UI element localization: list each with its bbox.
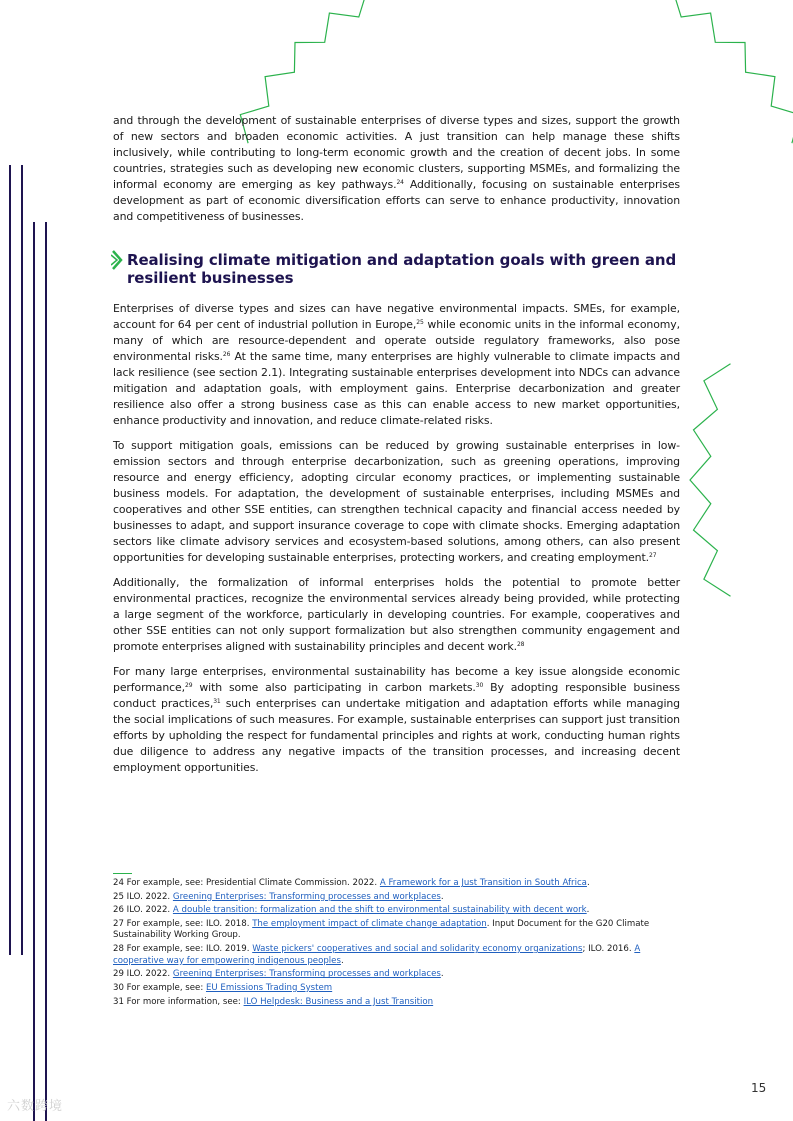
zigzag-arc-right (690, 364, 731, 597)
footnote-25-link[interactable]: Greening Enterprises: Transforming processes and workplaces (172, 891, 441, 902)
chevron-right-icon (111, 250, 123, 270)
paragraph-large-enterprises: For many large enterprises, environmental sustainability has become a key issue alongside economic performance,$^{29}$ with some also participating in carbon markets.$^{30}$ By adopting responsible business conduct practices,$^{31}$ such enterprises can undertake mitigation and adaptation efforts while managing the social implications of such measures. For example, sustainable enterprises can support just transition efforts by upholding the respect for fundamental principles and rights at work, conducting human rights due diligence to address any negative impacts of the transition processes, and increasing decent employment opportunities. (113, 665, 680, 774)
footnote-30-link[interactable]: EU Emissions Trading System (205, 982, 333, 993)
watermark: 六数跨境 (7, 1099, 64, 1114)
footnote-25: 25 ILO. 2022. Greening Enterprises: Transforming processes and workplaces. (113, 891, 444, 902)
footnote-24-link[interactable]: A Framework for a Just Transition in South Africa (379, 878, 587, 888)
footnote-29: 29 ILO. 2022. Greening Enterprises: Transforming processes and workplaces. (113, 969, 444, 980)
main-content (113, 113, 680, 785)
footnote-30: 30 For example, see: EU Emissions Trading System (113, 982, 333, 993)
footnote-27-link[interactable]: The employment impact of climate change adaptation (252, 918, 487, 929)
footnote-29-link[interactable]: Greening Enterprises: Transforming processes and workplaces (172, 969, 441, 980)
footnote-28-link-2[interactable]: A cooperative way for empowering indigenous peoples (113, 944, 641, 966)
footnotes (113, 873, 680, 1010)
footnote-28-link-1[interactable]: Waste pickers' cooperatives and social and solidarity economy organizations (252, 944, 583, 955)
page-number: 15 (751, 1081, 767, 1095)
paragraph-mitigation-goals: To support mitigation goals, emissions can be reduced by growing sustainable enterprises in low-emission sectors and through enterprise decarbonization, such as greening operations, improving resource and energy efficiency, adopting circular economy practices, or implementing sustainable business models. For adaptation, the development of sustainable enterprises, including MSMEs and cooperatives and other SSE entities, can strengthen technical capacity and financial access needed by businesses to adapt, and support insurance coverage to cope with climate shocks. Emerging adaptation sectors like climate advisory services and ecosystem-based solutions, among others, can also present opportunities for developing sustainable enterprises, protecting workers, and creating employment.$^{27}$ (113, 439, 680, 564)
footnote-rule (113, 873, 132, 874)
left-rule-3 (33, 222, 35, 1121)
left-rule-4 (45, 222, 47, 1121)
paragraph-environmental-impacts: Enterprises of diverse types and sizes can have negative environmental impacts. SMEs, for example, account for 64 per cent of industrial pollution in Europe,$^{25}$ while economic units in the informal economy, many of which are resource-dependent and operate outside regulatory frameworks, also pose environmental risks.$^{26}$ At the same time, many enterprises are highly vulnerable to climate impacts and lack resilience (see section 2.1). Integrating sustainable enterprises development into NDCs can advance mitigation and adaptation goals, with employment gains. Enterprise decarbonization and greater resilience also offer a strong business case as this can enable access to new market opportunities, enhance productivity and innovation, and reduce climate-related risks. (113, 302, 681, 427)
left-rule-1 (9, 165, 11, 955)
intro-paragraph: and through the development of sustainable enterprises of diverse types and sizes, support the growth of new sectors and broaden economic activities. A just transition can help manage these shifts inclusively, while contributing to long-term economic growth and the creation of decent jobs. In some countries, strategies such as developing new economic clusters, supporting MSMEs, and formalizing the informal economy are emerging as key pathways.$^{24}$ Additionally, focusing on sustainable enterprises development as part of economic diversification efforts can serve to enhance productivity, innovation and competitiveness of businesses. (113, 114, 680, 223)
footnote-26-link[interactable]: A double transition: formalization and the shift to environmental sustainability with decent work (172, 905, 587, 916)
footnote-24: 24 For example, see: Presidential Climate Commission. 2022. A Framework for a Just Transition in South Africa. (113, 878, 590, 888)
footnote-28: 28 For example, see: ILO. 2019. Waste pickers' cooperatives and social and solidarity economy organizations; ILO. 2016. A cooperative way for empowering indigenous peoples. (113, 944, 641, 966)
footnote-26: 26 ILO. 2022. A double transition: formalization and the shift to environmental sustainability with decent work. (113, 905, 590, 916)
footnote-31: 31 For more information, see: ILO Helpdesk: Business and a Just Transition (113, 996, 434, 1007)
paragraph-formalization: Additionally, the formalization of informal enterprises holds the potential to promote better environmental practices, recognize the environmental services already being provided, while protecting a large segment of the workforce, particularly in developing countries. For example, cooperatives and other SSE entities can not only support formalization but also strengthen community engagement and promote enterprises aligned with sustainability principles and decent work.$^{28}$ (113, 576, 680, 653)
footnote-31-link[interactable]: ILO Helpdesk: Business and a Just Transition (243, 996, 434, 1007)
footnote-27: 27 For example, see: ILO. 2018. The employment impact of climate change adaptation. Input Document for the G20 Climate Sustainability Working Group. (113, 918, 650, 941)
section-heading-text: Realising climate mitigation and adaptation goals with green and resilient businesses (127, 251, 677, 287)
left-rule-2 (21, 165, 23, 955)
section-heading (113, 251, 680, 287)
